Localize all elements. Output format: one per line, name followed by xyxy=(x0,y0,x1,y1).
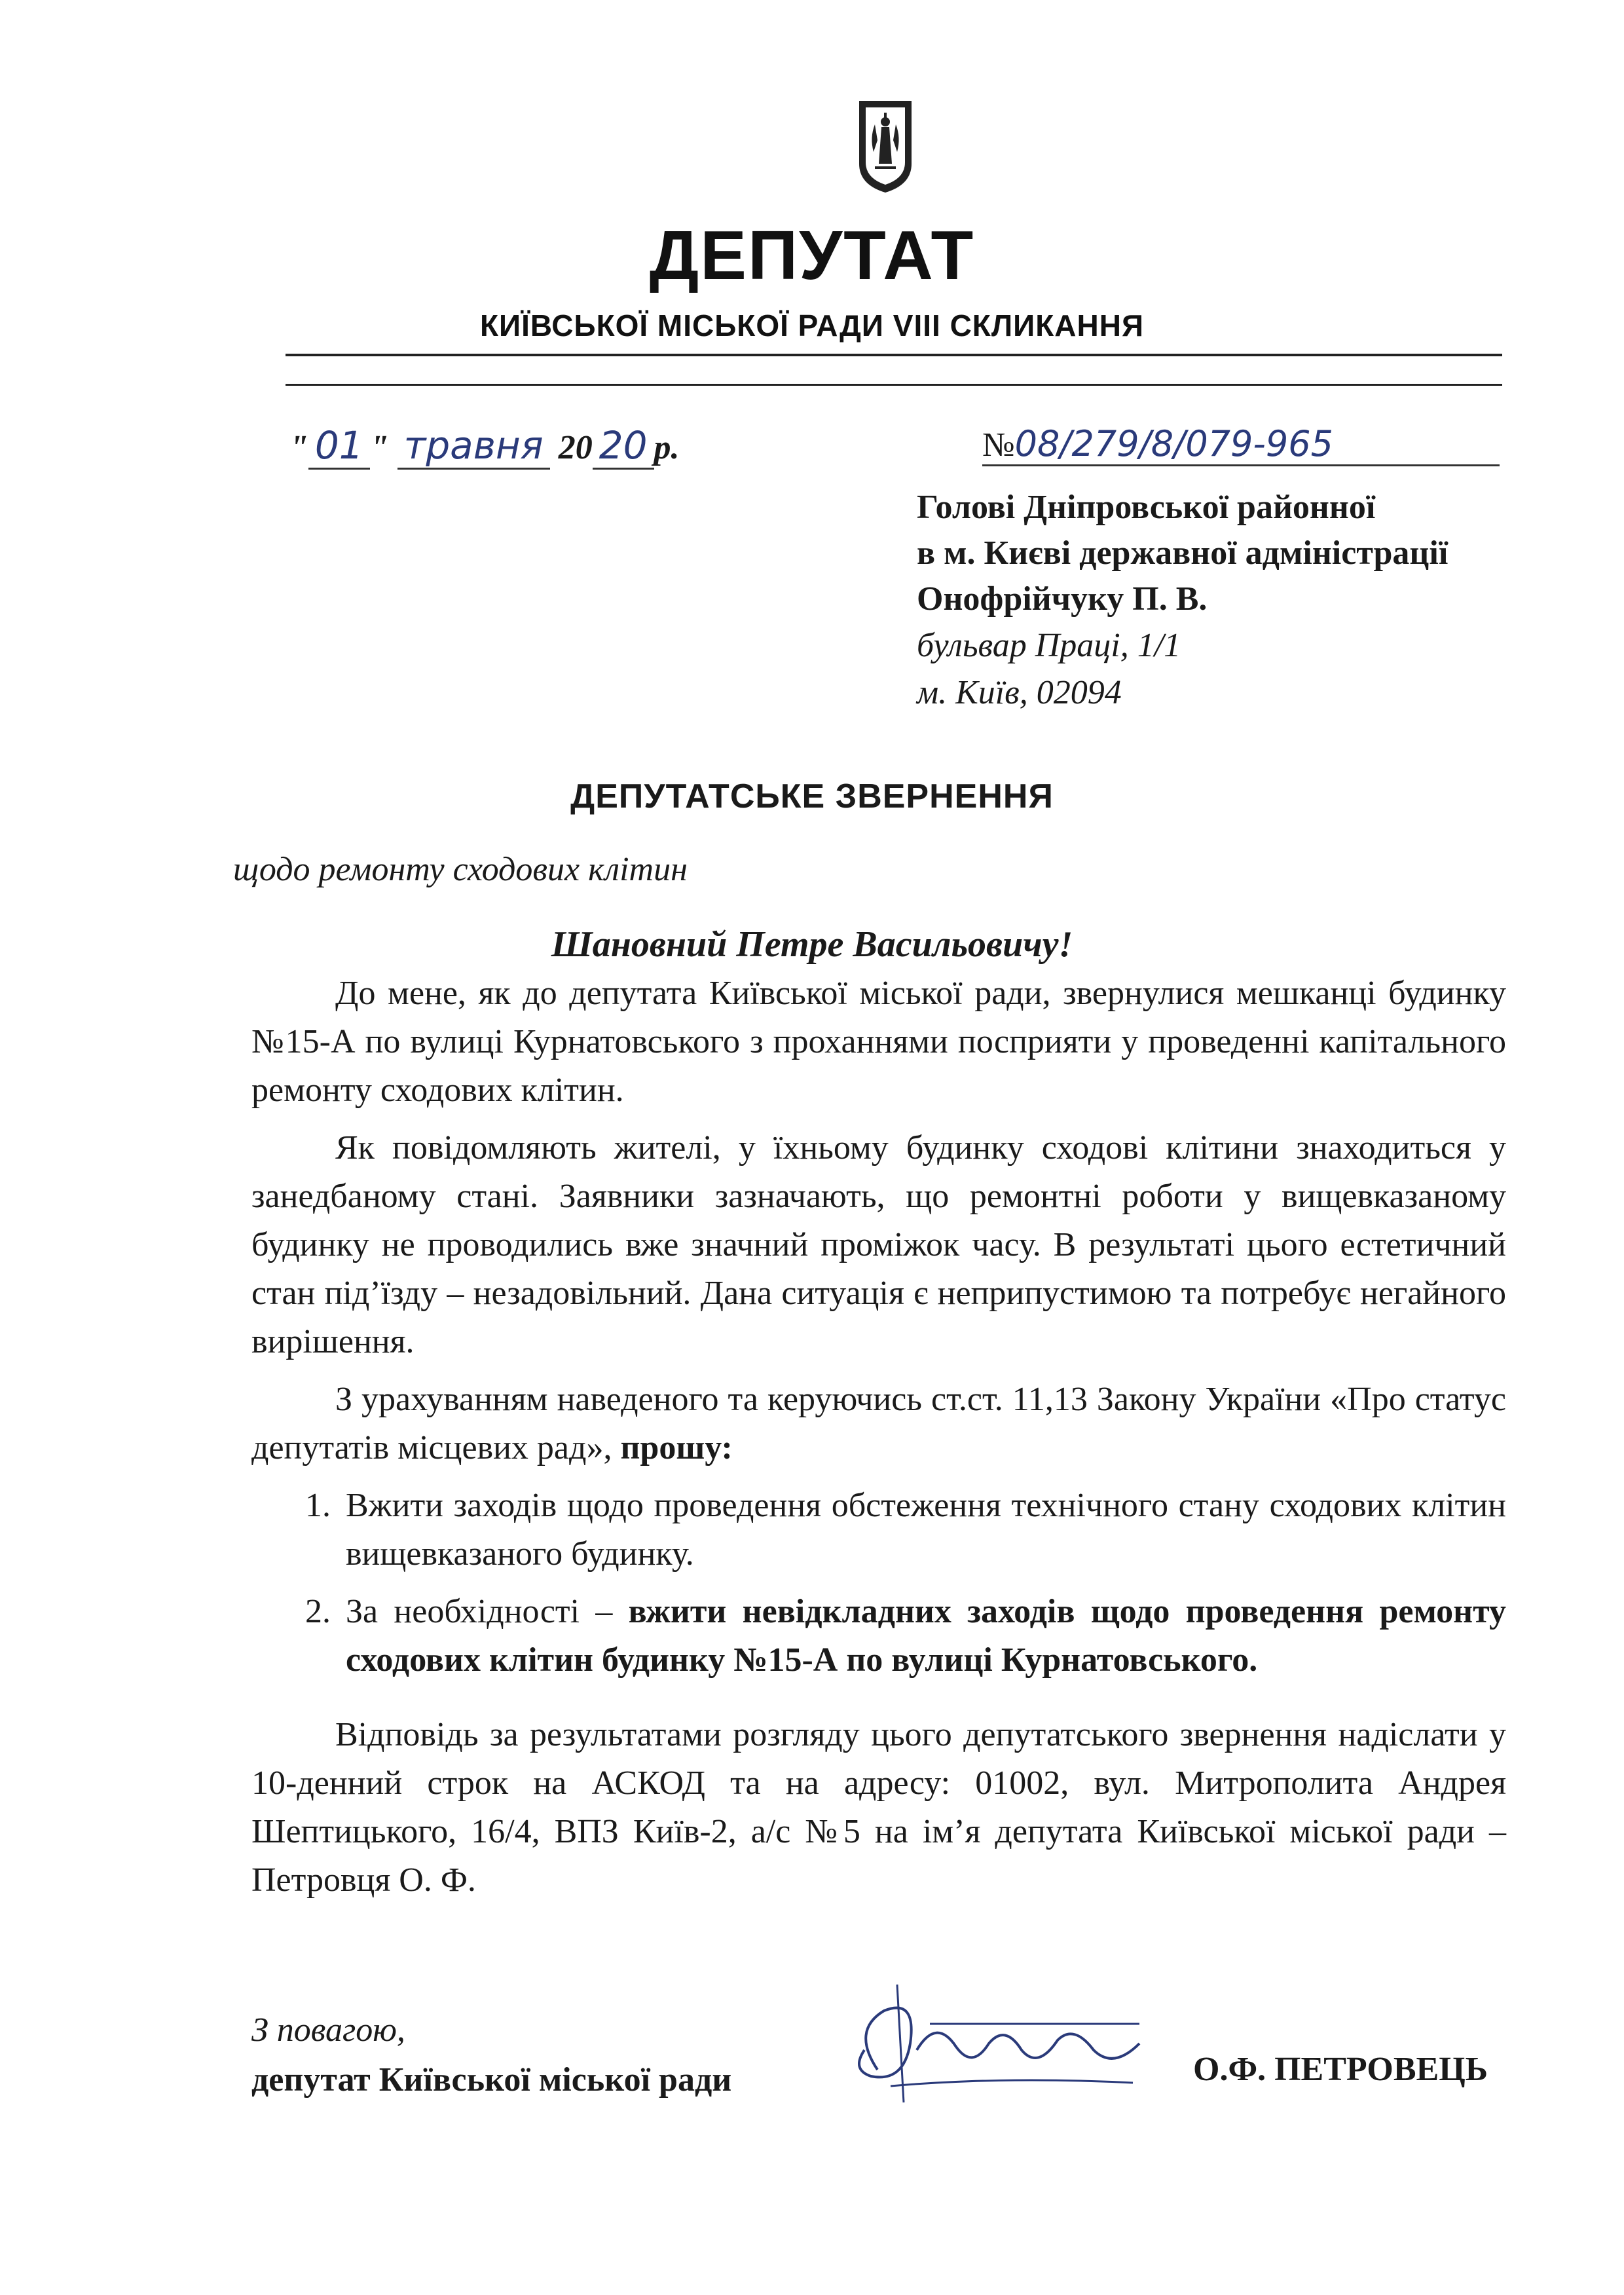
date-month: травня xyxy=(397,423,550,470)
number-sign: № xyxy=(982,426,1015,464)
date-day: 01 xyxy=(308,423,370,470)
salutation: Шановний Петре Васильовичу! xyxy=(551,924,1073,965)
addressee-line: Голові Дніпровської районної xyxy=(917,489,1376,526)
request-word: прошу: xyxy=(620,1429,733,1466)
date-year-prefix: 20 xyxy=(558,429,593,466)
paragraph xyxy=(251,1375,1506,1472)
addressee-block xyxy=(917,485,1506,717)
date-quote: " xyxy=(289,429,308,466)
date-year-suffix: 20 xyxy=(593,423,654,470)
paragraph: Як повідомляють жителі, у їхньому будинку сходові клітини знаходиться у занедбаному стані. Заявники зазначають, що ремонтні роботи у вищевказаному будинку не проводились вже значний проміжок часу. В результаті цього естетичний стан під’їзду – незадовільний. Дана ситуація є неприпустимою та потребує негайного вирішення. xyxy=(251,1129,1506,1360)
header-subtitle: КИЇВСЬКОЇ МІСЬКОЇ РАДИ VIII СКЛИКАННЯ xyxy=(479,308,1145,343)
paragraph: Відповідь за результатами розгляду цього депутатського звернення надіслати у 10-денний строк на АСКОД та на адресу: 01002, вул. Митрополита Андрея Шептицького, 16/4, ВПЗ Київ-2, а/с №5 на ім’я депутата Київської міської ради – Петровця О. Ф. xyxy=(251,1716,1506,1899)
list-item-bold: вжити невідкладних заходів щодо проведення ремонту сходових клітин будинку №15-А по вулиці Курнатовського. xyxy=(346,1593,1506,1679)
header-title: ДЕПУТАТ xyxy=(649,217,975,294)
header-rule xyxy=(286,354,1502,356)
date-line xyxy=(289,423,680,468)
number-value: 08/279/8/079-965 xyxy=(1014,423,1333,464)
signer-role: депутат Київської міської ради xyxy=(251,2061,732,2099)
addressee-line: в м. Києві державної адміністрації xyxy=(917,534,1449,572)
list-item-text: За необхідності – xyxy=(346,1593,629,1630)
addressee-street: бульвар Праці, 1/1 xyxy=(917,627,1181,664)
list-item: 1. Вжити заходів щодо проведення обстеження технічного стану сходових клітин вищевказаного будинку. xyxy=(339,1482,1506,1578)
paragraph-text: З урахуванням наведеного та керуючись ст.ст. 11,13 Закону України «Про статус депутатів місцевих рад», xyxy=(251,1381,1506,1466)
list-item xyxy=(339,1588,1506,1685)
date-year-end: р. xyxy=(654,429,680,466)
date-quote: " xyxy=(369,429,389,466)
document-title: ДЕПУТАТСЬКЕ ЗВЕРНЕННЯ xyxy=(570,777,1054,815)
letter-body xyxy=(251,969,1506,1914)
request-list xyxy=(251,1482,1506,1685)
closing-greeting: З повагою, xyxy=(251,2011,405,2049)
document-subject: щодо ремонту сходових клітин xyxy=(233,851,688,888)
addressee-name: Онофрійчуку П. В. xyxy=(917,580,1208,618)
addressee-city: м. Київ, 02094 xyxy=(917,674,1122,711)
signer-name: О.Ф. ПЕТРОВЕЦЬ xyxy=(1193,2051,1488,2088)
handwritten-signature xyxy=(832,1971,1172,2116)
kyiv-coat-of-arms-icon xyxy=(855,98,915,195)
paragraph: До мене, як до депутата Київської міської ради, звернулися мешканці будинку №15-А по вулиці Курнатовського з проханнями посприяти у проведенні капітального ремонту сходових клітин. xyxy=(251,975,1506,1109)
registration-number xyxy=(982,423,1500,466)
header-rule xyxy=(286,384,1502,386)
